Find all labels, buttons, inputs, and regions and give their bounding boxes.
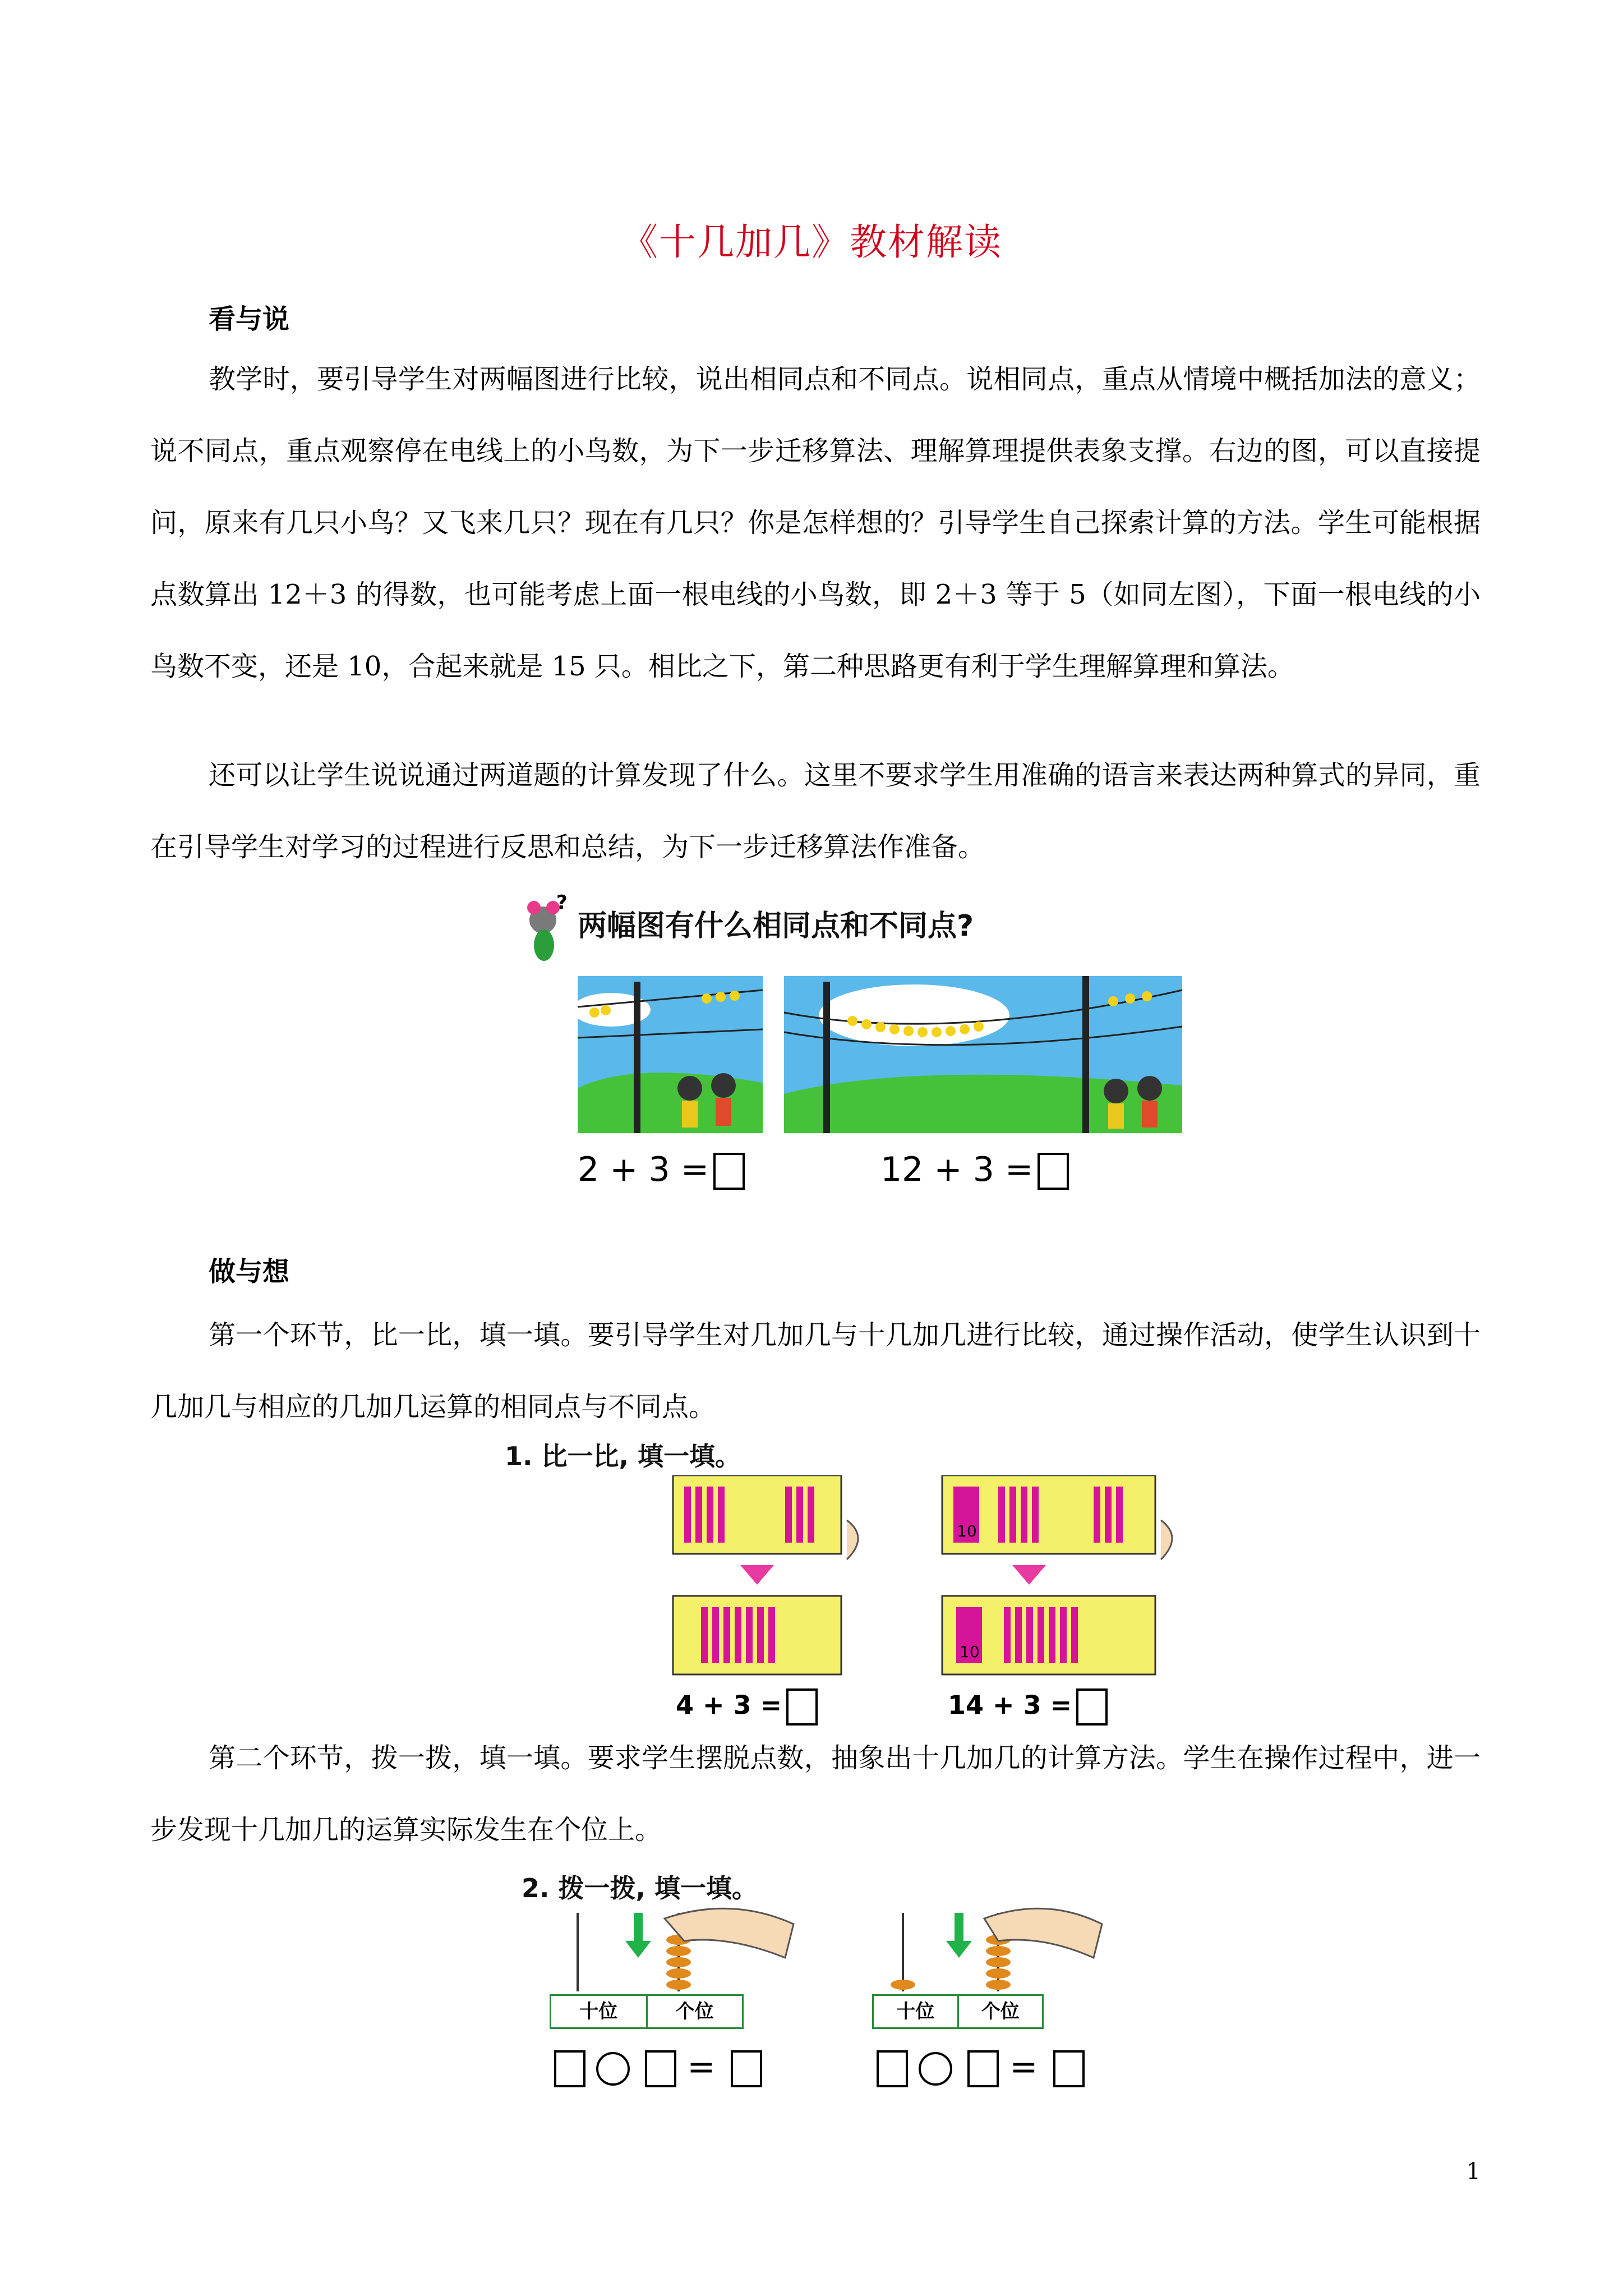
equation-text: 4 + 3 =	[676, 1690, 782, 1720]
birds-figure	[522, 892, 1183, 1189]
arrow-down-icon	[1012, 1565, 1046, 1585]
abacus-figure	[522, 1868, 1172, 2104]
paragraph-do-and-think-1: 第一个环节，比一比，填一填。要引导学生对几加几与十几加几进行比较，通过操作活动，使学生认识到十几加几与相应的几加几运算的相同点与不同点。	[150, 1319, 1481, 1423]
paragraph-look-and-say-1: 教学时，要引导学生对两幅图进行比较，说出相同点和不同点。说相同点，重点从情境中概括加法的意义；说不同点，重点观察停在电线上的小鸟数，为下一步迁移算法、理解算理提供表象支撑。右边的图，可以直接提问，原来有几只小鸟？又飞来几只？现在有几只？你是怎样想的？引导学生自己探索计算的方法。学生可能根据点数算出 12＋3 的得数，也可能考虑上面一根电线的小鸟数，即 2＋3 等于 5（如同左图），下面一根电线的小鸟数不变，还是 10，合起来就是 15 只。相比之下，第二种思路更有利于学生理解算理和算法。	[150, 364, 1481, 682]
equation-text: 2 + 3 =	[578, 1150, 709, 1189]
arrow-down-icon	[946, 1913, 972, 1958]
place-value-label-left	[550, 1994, 744, 2029]
answer-box[interactable]	[645, 2050, 676, 2087]
operator-circle[interactable]	[596, 2052, 630, 2086]
place-value-label-right	[872, 1994, 1044, 2029]
sticks-caption: 1. 比一比, 填一填。	[505, 1441, 741, 1471]
answer-box[interactable]	[713, 1153, 745, 1190]
right-scene	[784, 976, 1182, 1133]
arrow-down-icon	[740, 1565, 774, 1585]
tens-label: 十位	[874, 1996, 959, 2027]
abacus-right	[891, 1908, 1102, 1991]
bundle-label: 10	[957, 1522, 977, 1540]
answer-box[interactable]	[877, 2050, 908, 2087]
answer-box[interactable]	[786, 1688, 818, 1726]
tens-label: 十位	[551, 1996, 648, 2027]
blank-equation-right	[872, 2047, 1085, 2087]
arrow-down-icon	[625, 1913, 651, 1958]
section-heading-look-and-say: 看与说	[209, 303, 290, 335]
svg-text:?: ?	[556, 892, 568, 914]
answer-box[interactable]	[1076, 1688, 1108, 1726]
bundle-label: 10	[960, 1642, 980, 1661]
paragraph-look-and-say-2: 还可以让学生说说通过两道题的计算发现了什么。这里不要求学生用准确的语言来表达两种算式的异同，重在引导学生对学习的过程进行反思和总结，为下一步迁移算法作准备。	[150, 760, 1481, 863]
answer-box[interactable]	[731, 2050, 762, 2087]
abacus-caption: 2. 拨一拨, 填一填。	[522, 1873, 758, 1903]
hand-icon	[1161, 1520, 1172, 1559]
ones-label: 个位	[981, 2000, 1020, 2023]
blank-equation-left	[550, 2047, 762, 2087]
sticks-figure	[505, 1436, 1189, 1733]
ones-label: 个位	[675, 2000, 714, 2023]
birds-question: 两幅图有什么相同点和不同点?	[578, 909, 974, 943]
answer-box[interactable]	[967, 2050, 999, 2087]
paragraph-do-and-think-2: 第二个环节，拨一拨，填一填。要求学生摆脱点数，抽象出十几加几的计算方法。学生在操作过程中，进一步发现十几加几的运算实际发生在个位上。	[150, 1742, 1481, 1846]
equation-2-plus-3	[578, 1150, 745, 1190]
hand-icon	[847, 1520, 858, 1559]
equals-sign: =	[1009, 2047, 1038, 2087]
answer-box[interactable]	[1038, 1153, 1069, 1190]
card-bottom-right	[942, 1596, 1155, 1674]
equation-text: 12 + 3 =	[880, 1150, 1034, 1189]
equation-text: 14 + 3 =	[948, 1690, 1072, 1720]
section-heading-do-and-think: 做与想	[209, 1256, 290, 1287]
operator-circle[interactable]	[919, 2052, 952, 2086]
equation-4-plus-3	[676, 1688, 818, 1726]
mouse-mascot-icon	[527, 892, 568, 961]
answer-box[interactable]	[554, 2050, 585, 2087]
card-bottom-left	[673, 1596, 841, 1674]
abacus-left	[578, 1908, 794, 1991]
card-top-right	[942, 1475, 1155, 1554]
equation-14-plus-3	[948, 1688, 1108, 1726]
answer-box[interactable]	[1053, 2050, 1085, 2087]
equation-12-plus-3	[880, 1150, 1069, 1190]
sticks-illustration	[505, 1475, 1189, 1688]
card-top-left	[673, 1475, 841, 1554]
document-title: 《十几加几》教材解读	[621, 220, 1002, 264]
equals-sign: =	[687, 2047, 716, 2087]
left-scene	[572, 976, 763, 1133]
page-number: 1	[1466, 2159, 1481, 2184]
